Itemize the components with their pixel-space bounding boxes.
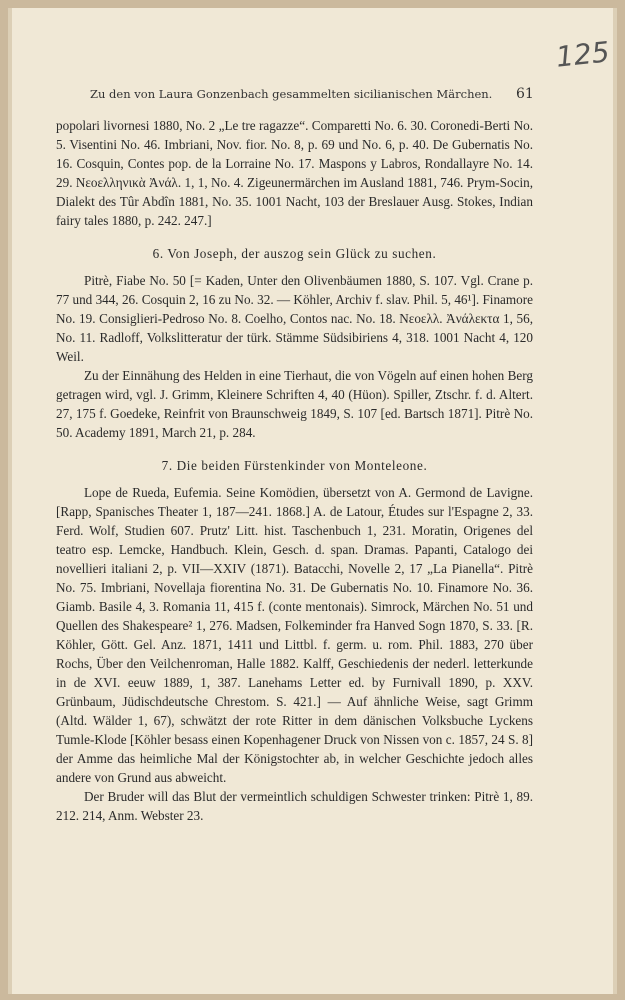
body-text: [56, 116, 533, 825]
paragraph-7-motif: Der Bruder will das Blut der vermeintlich schuldigen Schwester trinken: Pitrè 1, 89. 212. 214, Anm. Webster 23.: [56, 789, 533, 823]
paragraph-7-sources: Lope de Rueda, Eufemia. Seine Komödien, übersetzt von A. Germond de Lavigne. [Rapp, Spanisches Theater 1, 187—241. 1868.] A. de Latour, Études sur l'Espagne 2, 33. Ferd. Wolf, Studien 607. Prutz' Litt. hist. Taschenbuch 1, 231. Moratin, Origenes del teatro esp. Lemcke, Handbuch. Klein, Gesch. d. span. Dramas. Papanti, Catalogo dei novellieri italiani 2, p. VII—XXIV (1871). Batacchi, Novelle 2, 17 „La Pianella“. Pitrè No. 75. Imbriani, Novellaja fiorentina No. 31. De Gubernatis No. 10. Finamore No. 36. Giamb. Basile 4, 3. Romania 11, 415 f. (conte mentonais). Simrock, Märchen No. 51 und Quellen des Shakespeare² 1, 276. Madsen, Folkeminder fra Hanved Sogn 1870, S. 33. [R. Köhler, Gött. Gel. Anz. 1871, 1411 und Littbl. f. germ. u. rom. Phil. 1883, 270 über Rochs, Über den Veilchenroman, Halle 1882. Kalff, Geschiedenis der nederl. letterkunde in de XVI. eeuw 1889, 1, 387. Lanehams Letter ed. by Furnivall 1890, p. XXV. Grünbaum, Jüdischdeutsche Chrestom. S. 421.] — Auf ähnliche Weise, sagt Grimm (Altd. Wälder 1, 67), schwätzt der rote Ritter in dem dänischen Volksbuche Lyckens Tumle-Klode [Köhler besass einen Kopenhagener Druck von Nissen von c. 1857, 24 S. 8] der Amme das heimliche Mal der Königstochter ab, in welcher Geschichte jedoch alles andere von Grund aus abweicht.: [56, 485, 533, 785]
section-heading-7: 7. Die beiden Fürstenkinder von Monteleone.: [161, 458, 428, 473]
page-edge-right: [613, 8, 617, 994]
page-number: 61: [516, 86, 534, 102]
paragraph-6-sources: Pitrè, Fiabe No. 50 [= Kaden, Unter den Olivenbäumen 1880, S. 107. Vgl. Crane p. 77 und 344, 26. Cosquin 2, 16 zu No. 32. — Köhler, Archiv f. slav. Phil. 5, 46¹]. Finamore No. 19. Consiglieri-Pedroso No. 8. Coelho, Contos nac. No. 18. Νεοελλ. Ἀνάλεκτα 1, 56, No. 11. Radloff, Volkslitteratur der türk. Stämme Südsibiriens 4, 318. 1001 Nacht 4, 120 Weil.: [56, 273, 533, 364]
section-heading-6: 6. Von Joseph, der auszog sein Glück zu suchen.: [152, 246, 437, 261]
handwritten-annotation: 125: [554, 35, 612, 74]
page-edge-left: [8, 8, 12, 994]
paragraph-6-motif: Zu der Einnähung des Helden in eine Tierhaut, die von Vögeln auf einen hohen Berg getragen wird, vgl. J. Grimm, Kleinere Schriften 4, 40 (Hüon). Spiller, Ztschr. f. d. Altert. 27, 175 f. Goedeke, Reinfrit von Braunschweig 1849, S. 107 [ed. Bartsch 1871]. Pitrè No. 50. Academy 1891, March 21, p. 284.: [56, 368, 533, 440]
running-header: Zu den von Laura Gonzenbach gesammelten sicilianischen Märchen.: [90, 87, 493, 101]
paragraph-continuation: popolari livornesi 1880, No. 2 „Le tre ragazze“. Comparetti No. 6. 30. Coronedi-Berti No. 5. Visentini No. 46. Imbriani, Nov. fior. No. 8, p. 69 und No. 6, p. 40. De Gubernatis No. 16. Cosquin, Contes pop. de la Lorraine No. 17. Maspons y Labros, Rondallayre No. 14. 29. Νεοελληνικὰ Ἀνάλ. 1, 1, No. 4. Zigeunermärchen im Ausland 1881, 746. Prym-Socin, Dialekt des Tûr Abdîn 1881, No. 35. 1001 Nacht, 103 der Breslauer Ausg. Stokes, Indian fairy tales 1880, p. 242. 247.]: [56, 118, 533, 228]
book-page: [8, 8, 617, 994]
